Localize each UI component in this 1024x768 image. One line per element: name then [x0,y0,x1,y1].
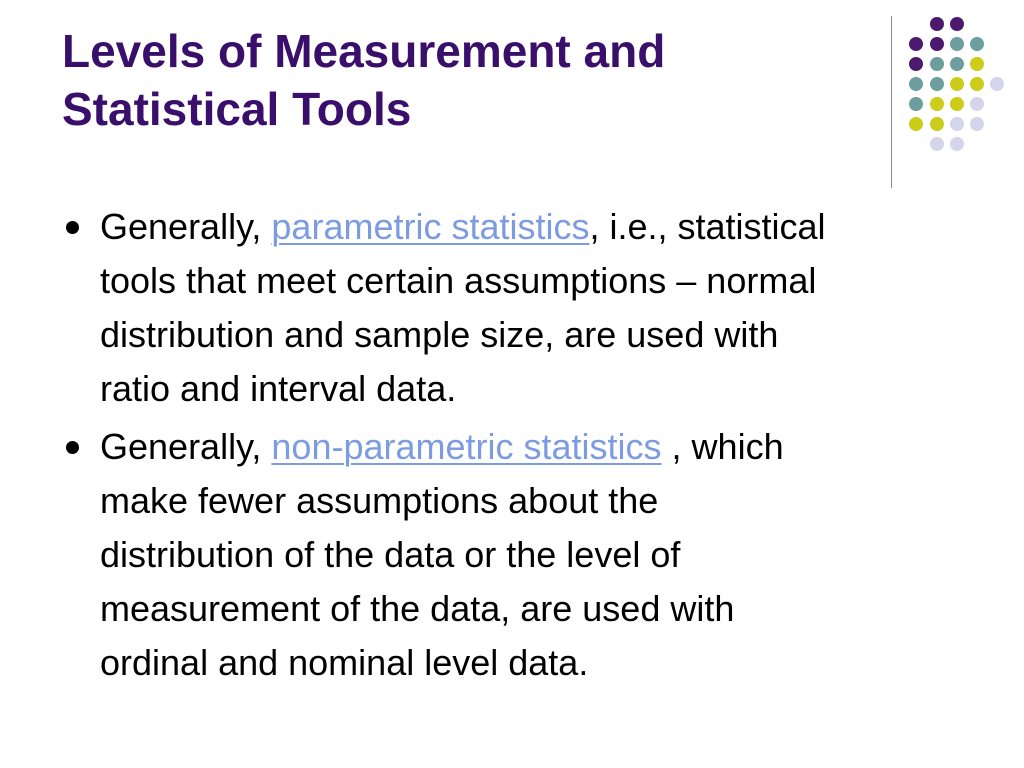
decorative-dot [950,57,964,71]
bullet-marker [66,441,79,454]
bullet-item-non-parametric [62,420,982,690]
decorative-dot [930,57,944,71]
decorative-dot [909,37,923,51]
decorative-dot [930,17,944,31]
non-parametric-statistics-link[interactable]: non-parametric statistics [271,426,662,467]
decorative-dot [970,97,984,111]
decorative-dot [990,77,1004,91]
decorative-dot [930,37,944,51]
title-divider [891,16,892,188]
bullet-line: ratio and interval data. [100,368,457,409]
bullet-marker [66,221,79,234]
decorative-dot [950,17,964,31]
bullet-line: measurement of the data, are used with [100,588,735,629]
bullet-item-parametric [62,200,982,416]
decorative-dot [909,117,923,131]
decorative-dot [950,117,964,131]
decorative-dot [930,137,944,151]
decorative-dot [950,97,964,111]
decorative-dot [909,97,923,111]
bullet-text [100,420,982,690]
decorative-dot [909,57,923,71]
decorative-dot [950,37,964,51]
decorative-dot [930,117,944,131]
decorative-dot [970,57,984,71]
decorative-dot [909,77,923,91]
decorative-dot [950,137,964,151]
bullet-trail-text: , which [661,426,784,467]
decorative-dot [970,117,984,131]
bullet-line [100,200,982,254]
slide-title [62,22,862,138]
bullet-text [100,200,982,416]
decorative-dot [950,77,964,91]
decorative-dot [970,37,984,51]
decorative-dot [970,77,984,91]
bullet-line: tools that meet certain assumptions – normal [100,260,817,301]
decorative-dot [930,97,944,111]
bullet-line [100,420,982,474]
bullet-trail-text: , i.e., statistical [589,206,826,247]
bullet-lead-text: Generally, [100,206,272,247]
title-line-1: Levels of Measurement and [62,25,666,77]
bullet-line: make fewer assumptions about the [100,480,659,521]
bullet-line: distribution and sample size, are used with [100,314,779,355]
bullet-lead-text: Generally, [100,426,272,467]
decorative-dot [930,77,944,91]
title-line-2: Statistical Tools [62,83,412,135]
bullet-line: distribution of the data or the level of [100,534,681,575]
bullet-list [62,200,982,694]
parametric-statistics-link[interactable]: parametric statistics [271,206,590,247]
bullet-line: ordinal and nominal level data. [100,642,589,683]
